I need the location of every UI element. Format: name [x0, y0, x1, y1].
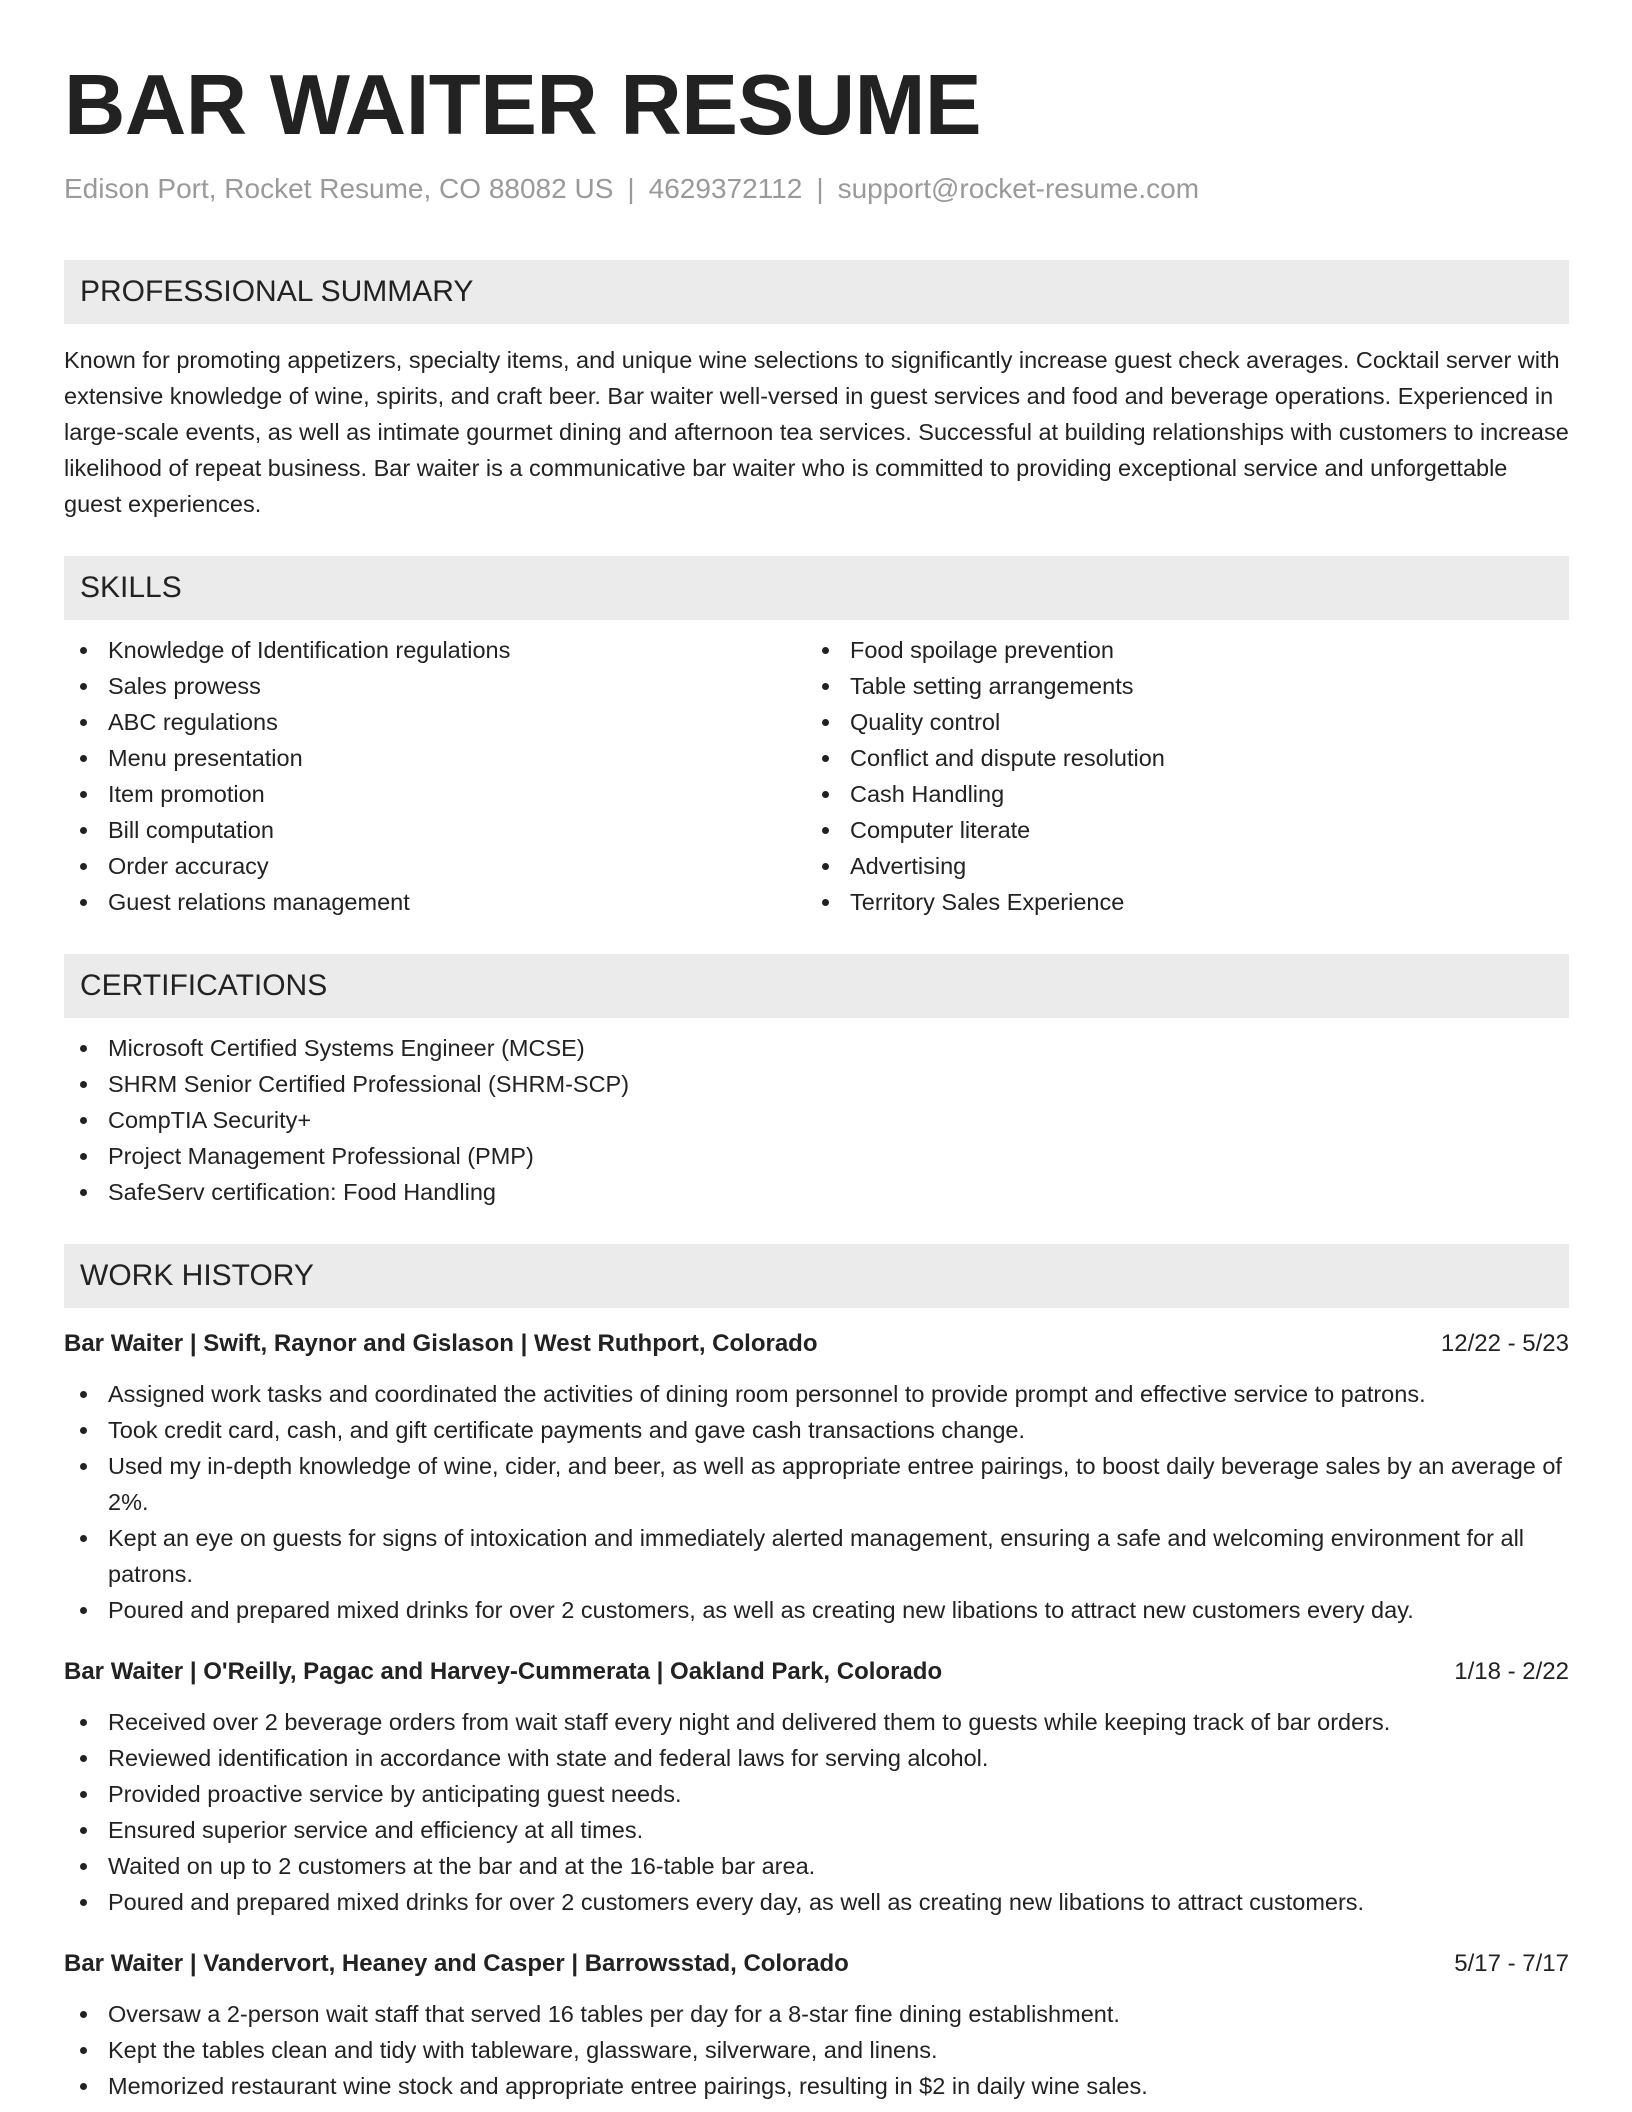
- skill-item: Order accuracy: [64, 848, 806, 884]
- certifications-heading: CERTIFICATIONS: [64, 954, 1569, 1018]
- job-dates: 1/18 - 2/22: [1454, 1658, 1569, 1685]
- skill-item: Cash Handling: [806, 776, 1548, 812]
- job-duty: Provided proactive service by anticipating guest needs.: [64, 1776, 1569, 1812]
- skills-columns: [64, 632, 1569, 920]
- job-title: Bar Waiter | O'Reilly, Pagac and Harvey-Cummerata | Oakland Park, Colorado: [64, 1658, 943, 1685]
- job-entry: [64, 1654, 1569, 1920]
- job-duty: Used my in-depth knowledge of wine, cider, and beer, as well as appropriate entree pairings, to boost daily beverage sales by an average of 2%.: [64, 1448, 1569, 1520]
- skills-list-right: [806, 632, 1548, 920]
- skill-item: Advertising: [806, 848, 1548, 884]
- job-duty: Reviewed identification in accordance with state and federal laws for serving alcohol.: [64, 1740, 1569, 1776]
- job-duty: Kept the tables clean and tidy with tableware, glassware, silverware, and linens.: [64, 2032, 1569, 2068]
- job-duty: Poured and prepared mixed drinks for over 2 customers every day, as well as creating new libations to attract customers.: [64, 1884, 1569, 1920]
- skill-item: ABC regulations: [64, 704, 806, 740]
- certifications-list: [64, 1030, 1569, 1210]
- job-entry: [64, 1326, 1569, 1628]
- job-title: Bar Waiter | Swift, Raynor and Gislason | West Ruthport, Colorado: [64, 1330, 818, 1357]
- job-header: [64, 1326, 1569, 1362]
- skill-item: Sales prowess: [64, 668, 806, 704]
- job-duty: Kept an eye on guests for signs of intoxication and immediately alerted management, ensuring a safe and welcoming environment for all patrons.: [64, 1520, 1569, 1592]
- contact-separator: |: [816, 173, 824, 204]
- contact-line: [64, 170, 1569, 208]
- job-entry: [64, 1946, 1569, 2104]
- skill-item: Item promotion: [64, 776, 806, 812]
- summary-heading: PROFESSIONAL SUMMARY: [64, 260, 1569, 324]
- job-duties-list: [64, 1376, 1569, 1628]
- certification-item: SHRM Senior Certified Professional (SHRM-SCP): [64, 1066, 1569, 1102]
- job-duty: Ensured superior service and efficiency at all times.: [64, 1812, 1569, 1848]
- summary-text: Known for promoting appetizers, specialty items, and unique wine selections to significantly increase guest check averages. Cocktail server with extensive knowledge of wine, spirits, and craft beer. Bar waiter well-versed in guest services and food and beverage operations. Experienced in large-scale events, as well as intimate gourmet dining and afternoon tea services. Successful at building relationships with customers to increase likelihood of repeat business. Bar waiter is a communicative bar waiter who is committed to providing exceptional service and unforgettable guest experiences.: [64, 347, 1569, 517]
- skill-item: Knowledge of Identification regulations: [64, 632, 806, 668]
- skill-item: Table setting arrangements: [806, 668, 1548, 704]
- job-duty: Took credit card, cash, and gift certificate payments and gave cash transactions change.: [64, 1412, 1569, 1448]
- contact-email: support@rocket-resume.com: [837, 173, 1200, 204]
- skill-item: Bill computation: [64, 812, 806, 848]
- skills-heading: SKILLS: [64, 556, 1569, 620]
- skill-item: Quality control: [806, 704, 1548, 740]
- job-dates: 12/22 - 5/23: [1440, 1330, 1569, 1357]
- contact-address: Edison Port, Rocket Resume, CO 88082 US: [64, 173, 614, 204]
- skill-item: Food spoilage prevention: [806, 632, 1548, 668]
- job-duty: Waited on up to 2 customers at the bar and at the 16-table bar area.: [64, 1848, 1569, 1884]
- job-header: [64, 1654, 1569, 1690]
- job-title: Bar Waiter | Vandervort, Heaney and Casper | Barrowsstad, Colorado: [64, 1950, 849, 1977]
- job-dates: 5/17 - 7/17: [1454, 1950, 1569, 1977]
- contact-phone: 4629372112: [648, 173, 803, 204]
- skill-item: Territory Sales Experience: [806, 884, 1548, 920]
- job-duties-list: [64, 1996, 1569, 2104]
- skills-list-left: [64, 632, 806, 920]
- certification-item: CompTIA Security+: [64, 1102, 1569, 1138]
- work-history-heading: WORK HISTORY: [64, 1244, 1569, 1308]
- certification-item: Microsoft Certified Systems Engineer (MCSE): [64, 1030, 1569, 1066]
- certification-item: SafeServ certification: Food Handling: [64, 1174, 1569, 1210]
- resume-title: BAR WAITER RESUME: [64, 58, 982, 153]
- resume-page: [64, 58, 1569, 2104]
- certification-item: Project Management Professional (PMP): [64, 1138, 1569, 1174]
- job-duty: Poured and prepared mixed drinks for over 2 customers, as well as creating new libations to attract new customers every day.: [64, 1592, 1569, 1628]
- job-duty: Memorized restaurant wine stock and appropriate entree pairings, resulting in $2 in daily wine sales.: [64, 2068, 1569, 2104]
- skill-item: Guest relations management: [64, 884, 806, 920]
- job-duty: Assigned work tasks and coordinated the activities of dining room personnel to provide prompt and effective service to patrons.: [64, 1376, 1569, 1412]
- job-duty: Received over 2 beverage orders from wait staff every night and delivered them to guests while keeping track of bar orders.: [64, 1704, 1569, 1740]
- job-duty: Oversaw a 2-person wait staff that served 16 tables per day for a 8-star fine dining establishment.: [64, 1996, 1569, 2032]
- skill-item: Computer literate: [806, 812, 1548, 848]
- skill-item: Menu presentation: [64, 740, 806, 776]
- job-header: [64, 1946, 1569, 1982]
- contact-separator: |: [627, 173, 635, 204]
- skill-item: Conflict and dispute resolution: [806, 740, 1548, 776]
- job-duties-list: [64, 1704, 1569, 1920]
